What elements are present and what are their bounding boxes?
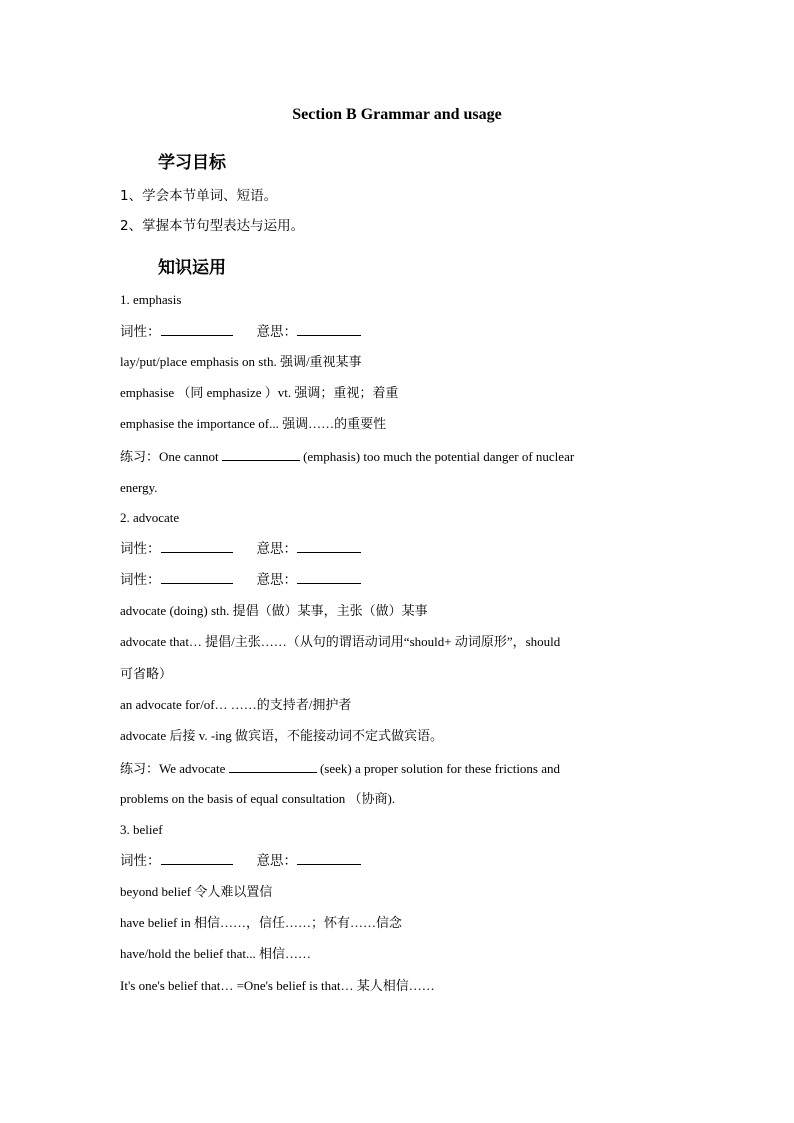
item1-heading: 1. emphasis: [120, 292, 182, 307]
document-title: Section B Grammar and usage: [292, 106, 502, 123]
exercise-blank[interactable]: [222, 446, 300, 461]
item1-pos-meaning-row: [120, 321, 680, 342]
item2-exercise: [120, 758, 680, 779]
item1-line1: lay/put/place emphasis on sth. 强调/重视某事: [120, 354, 362, 369]
goal-1: 1、学会本节单词、短语。: [120, 188, 278, 204]
item3-line2: have belief in 相信……，信任……；怀有……信念: [120, 915, 402, 930]
pos-label: 词性：: [120, 324, 161, 340]
meaning-label: 意思：: [256, 324, 297, 340]
pos-blank[interactable]: [161, 538, 233, 553]
exercise-blank[interactable]: [229, 758, 317, 773]
item1-exercise: [120, 446, 680, 467]
item2-line2: advocate that… 提倡/主张……（从句的谓语动词用“should+ 动词原形”，should: [120, 634, 561, 649]
item1-exercise-cont: energy.: [120, 480, 158, 495]
item2-pos-meaning-row-1: [120, 538, 680, 559]
item3-line4: It's one's belief that… =One's belief is that… 某人相信……: [120, 978, 435, 993]
item2-line4: an advocate for/of… ……的支持者/拥护者: [120, 697, 352, 712]
item1-line3: emphasise the importance of... 强调……的重要性: [120, 416, 387, 431]
meaning-blank[interactable]: [297, 850, 361, 865]
item3-line3: have/hold the belief that... 相信……: [120, 946, 311, 961]
goal-2: 2、掌握本节句型表达与运用。: [120, 218, 305, 234]
item2-heading: 2. advocate: [120, 510, 180, 525]
item2-pos-meaning-row-2: [120, 569, 680, 590]
meaning-label: 意思：: [256, 572, 297, 588]
pos-label: 词性：: [120, 572, 161, 588]
exercise-prompt: 练习：We advocate: [120, 761, 226, 776]
pos-blank[interactable]: [161, 321, 233, 336]
pos-label: 词性：: [120, 541, 161, 557]
exercise-rest: (emphasis) too much the potential danger of nuclear: [303, 449, 575, 464]
pos-blank[interactable]: [161, 569, 233, 584]
item3-line1: beyond belief 令人难以置信: [120, 884, 273, 899]
exercise-rest: (seek) a proper solution for these frictions and: [319, 761, 561, 776]
item2-line3: 可省略）: [120, 666, 173, 681]
item2-exercise-cont: problems on the basis of equal consultation （协商).: [120, 791, 396, 806]
goals-heading: 学习目标: [158, 153, 226, 173]
item1-line2: emphasise （同 emphasize ）vt. 强调；重视；着重: [120, 385, 399, 400]
meaning-blank[interactable]: [297, 538, 361, 553]
meaning-blank[interactable]: [297, 321, 361, 336]
usage-heading: 知识运用: [158, 258, 226, 278]
meaning-label: 意思：: [256, 853, 297, 869]
exercise-prompt: 练习：One cannot: [120, 449, 219, 464]
item3-pos-meaning-row: [120, 850, 680, 871]
item3-heading: 3. belief: [120, 822, 163, 837]
meaning-blank[interactable]: [297, 569, 361, 584]
pos-label: 词性：: [120, 853, 161, 869]
item2-line5: advocate 后接 v. -ing 做宾语，不能接动词不定式做宾语。: [120, 728, 444, 743]
item2-line1: advocate (doing) sth. 提倡（做）某事，主张（做）某事: [120, 603, 428, 618]
meaning-label: 意思：: [256, 541, 297, 557]
pos-blank[interactable]: [161, 850, 233, 865]
